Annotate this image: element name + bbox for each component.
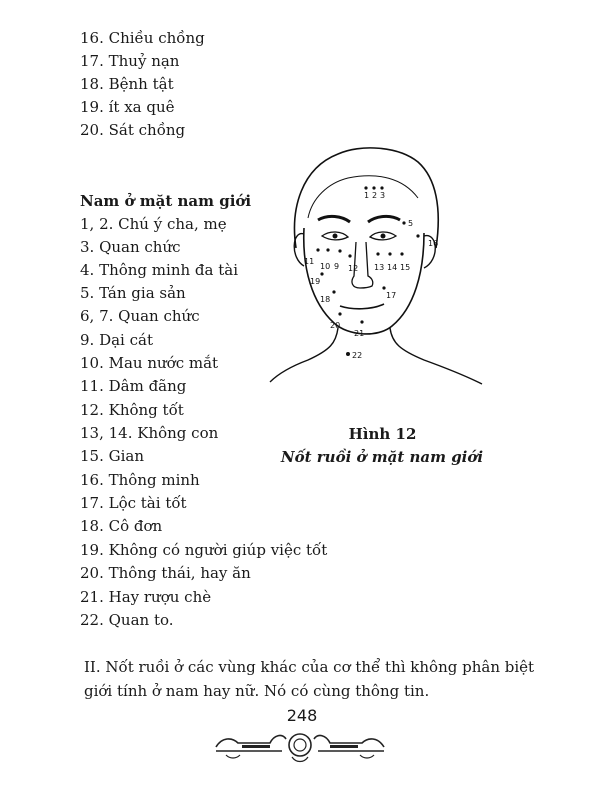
mole-label: 18	[320, 295, 331, 304]
mole-label: 19	[310, 277, 321, 286]
mole-label: 12	[348, 264, 359, 273]
list-item: 4. Thông minh đa tài	[80, 261, 238, 279]
list-item: 12. Không tốt	[80, 401, 184, 419]
mole-label: 2	[372, 191, 378, 200]
mole-label: 3	[380, 191, 386, 200]
mole-label: 14	[387, 263, 398, 272]
list-item: 20. Thông thái, hay ăn	[80, 564, 251, 582]
list-item: 22. Quan to.	[80, 611, 174, 629]
mole-label: 10	[320, 262, 331, 271]
list-item: 19. ít xa quê	[80, 98, 175, 116]
list-item: 13, 14. Không con	[80, 424, 219, 442]
paragraph-line: giới tính ở nam hay nữ. Nó có cùng thông tin.	[84, 682, 430, 700]
list-item: 18. Bệnh tật	[80, 75, 174, 93]
mole-label: 11	[304, 257, 315, 266]
mole-label: 1	[364, 191, 370, 200]
figure-title: Hình 12	[348, 425, 417, 443]
mole-label: 17	[386, 291, 397, 300]
list-item: 3. Quan chức	[80, 238, 181, 256]
list-item: 17. Thuỷ nạn	[80, 52, 180, 70]
page-number: 248	[286, 706, 318, 725]
list-item: 19. Không có người giúp việc tốt	[80, 541, 328, 559]
list-item: 16. Thông minh	[80, 471, 200, 489]
list-item: 18. Cô đơn	[80, 517, 163, 535]
list-item: 5. Tán gia sản	[80, 284, 186, 302]
section-title: Nam ở mặt nam giới	[80, 192, 252, 210]
list-item: 20. Sát chồng	[80, 121, 186, 139]
figure-subtitle: Nốt ruồi ở mặt nam giới	[280, 448, 484, 466]
paragraph-line: II. Nốt ruồi ở các vùng khác của cơ thể thì không phân biệt	[84, 658, 535, 676]
mole-label: 13	[374, 263, 385, 272]
mole-label: 5	[408, 219, 414, 228]
mole-label: 16	[428, 239, 439, 248]
ornament-icon	[212, 725, 388, 765]
list-item: 17. Lộc tài tốt	[80, 494, 187, 512]
list-item: 11. Dâm đãng	[80, 377, 187, 395]
mole-label: 21	[354, 329, 365, 338]
mole-label: 9	[334, 262, 340, 271]
mole-label: 20	[330, 321, 341, 330]
list-item: 21. Hay rượu chè	[80, 588, 212, 606]
list-item: 15. Gian	[80, 447, 145, 465]
list-item: 10. Mau nước mắt	[80, 354, 219, 372]
mole-label: 22	[352, 351, 363, 360]
list-item: 9. Dại cát	[80, 331, 153, 349]
face-illustration	[268, 138, 488, 388]
list-item: 16. Chiều chồng	[80, 29, 205, 47]
list-item: 1, 2. Chú ý cha, mẹ	[80, 215, 227, 233]
list-item: 6, 7. Quan chức	[80, 307, 200, 325]
mole-label: 15	[400, 263, 411, 272]
